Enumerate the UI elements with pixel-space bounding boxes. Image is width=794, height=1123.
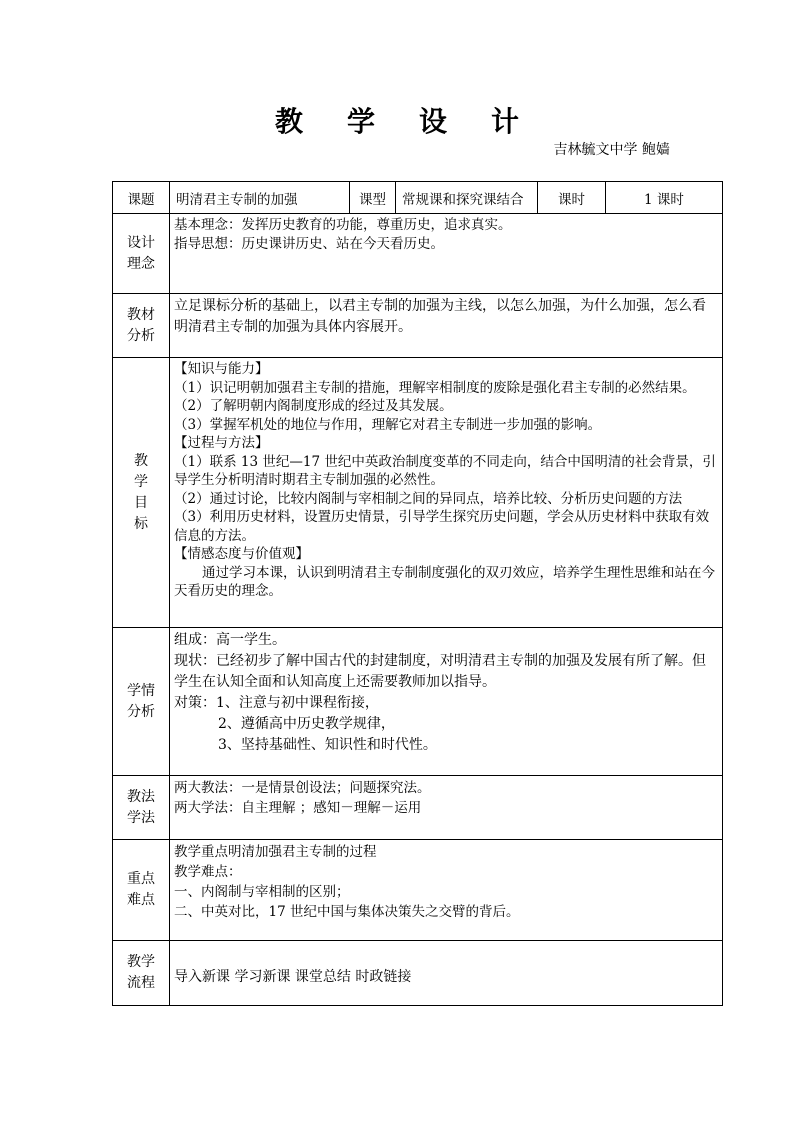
design-label: 设计理念 bbox=[127, 234, 155, 272]
design-line: 基本理念：发挥历史教育的功能，尊重历史，追求真实。 bbox=[174, 217, 512, 233]
objectives-row bbox=[113, 358, 723, 628]
flow-row bbox=[113, 941, 723, 1006]
type-value: 常规课和探究课结合 bbox=[396, 182, 538, 214]
students-content bbox=[170, 628, 723, 776]
page-title bbox=[0, 100, 794, 140]
process-title: 【过程与方法】 bbox=[174, 435, 269, 451]
title-char: 教 bbox=[274, 105, 303, 138]
knowledge-item: （2）了解明朝内阁制度形成的经过及其发展。 bbox=[174, 398, 453, 414]
design-line: 指导思想：历史课讲历史、站在今天看历史。 bbox=[174, 235, 444, 252]
students-strategy: 对策：1、注意与初中课程衔接， bbox=[174, 695, 379, 711]
design-content bbox=[170, 214, 723, 294]
material-row bbox=[113, 294, 723, 358]
knowledge-item: （1）识记明朝加强君主专制的措施，理解宰相制度的废除是强化君主专制的必然结果。 bbox=[174, 379, 696, 396]
header-row bbox=[113, 182, 723, 214]
keypoints-label: 重点难点 bbox=[127, 871, 155, 908]
process-item: （2）通过讨论，比较内阁制与宰相制之间的异同点，培养比较、分析历史问题的方法 bbox=[174, 490, 683, 507]
key-point: 教学重点明清加强君主专制的过程 bbox=[174, 844, 377, 860]
material-label: 教材分析 bbox=[127, 306, 155, 344]
flow-text: 导入新课 学习新课 课堂总结 时政链接 bbox=[170, 941, 723, 1006]
students-status: 现状：已经初步了解中国古代的封建制度，对明清君主专制的加强及发展有所了解。但学生在认知全面和认知高度上还需要教师加以指导。 bbox=[174, 653, 706, 690]
hours-value: 1 课时 bbox=[606, 182, 723, 214]
process-item: （3）利用历史材料，设置历史情景，引导学生探究历史问题，学会从历史材料中获取有效信息的方法。 bbox=[174, 509, 710, 544]
students-row bbox=[113, 628, 723, 776]
students-strategy: 2、遵循高中历史教学规律， bbox=[218, 716, 395, 732]
knowledge-item: （3）掌握军机处的地位与作用，理解它对君主专制进一步加强的影响。 bbox=[174, 416, 602, 433]
topic-value: 明清君主专制的加强 bbox=[170, 182, 350, 214]
students-strategy: 3、坚持基础性、知识性和时代性。 bbox=[218, 737, 437, 753]
material-text: 立足课标分析的基础上，以君主专制的加强为主线，以怎么加强，为什么加强，怎么看明清君主专制的加强为具体内容展开。 bbox=[170, 294, 723, 358]
objectives-label: 教学目标 bbox=[134, 452, 148, 532]
flow-label: 教学流程 bbox=[127, 954, 155, 991]
difficulty-item: 一、内阁制与宰相制的区别； bbox=[174, 884, 350, 900]
keypoints-row bbox=[113, 840, 723, 941]
hours-label: 课时 bbox=[538, 182, 606, 214]
methods-row bbox=[113, 776, 723, 840]
students-composition: 组成：高一学生。 bbox=[174, 632, 286, 648]
lesson-plan-table bbox=[112, 181, 723, 1006]
author: 吉林毓文中学 鲍嫱 bbox=[553, 142, 670, 158]
difficulty-title: 教学难点： bbox=[174, 864, 242, 880]
type-label: 课型 bbox=[350, 182, 396, 214]
design-row bbox=[113, 214, 723, 294]
emotion-text: 通过学习本课，认识到明清君主专制制度强化的双刃效应，培养学生理性思维和站在今天看历史的理念。 bbox=[174, 564, 715, 599]
topic-label: 课题 bbox=[113, 182, 170, 214]
teaching-methods: 两大教法：一是情景创设法；问题探究法。 bbox=[174, 780, 431, 796]
difficulty-item: 二、中英对比，17 世纪中国与集体决策失之交臂的背后。 bbox=[174, 904, 520, 920]
methods-content bbox=[170, 776, 723, 840]
process-item: （1）联系 13 世纪—17 世纪中英政治制度变革的不同走向，结合中国明清的社会背景，引导学生分析明清时期君主专制加强的必然性。 bbox=[174, 453, 716, 488]
methods-label: 教法学法 bbox=[127, 788, 155, 826]
title-char: 设 bbox=[419, 105, 448, 138]
emotion-title: 【情感态度与价值观】 bbox=[174, 546, 309, 562]
students-label: 学情分析 bbox=[127, 682, 155, 720]
keypoints-content bbox=[170, 840, 723, 941]
learning-methods: 两大学法：自主理解 ；感知－理解－运用 bbox=[174, 800, 422, 816]
knowledge-title: 【知识与能力】 bbox=[174, 361, 269, 377]
title-char: 计 bbox=[491, 105, 520, 138]
objectives-content bbox=[170, 358, 723, 628]
title-char: 学 bbox=[346, 105, 375, 138]
